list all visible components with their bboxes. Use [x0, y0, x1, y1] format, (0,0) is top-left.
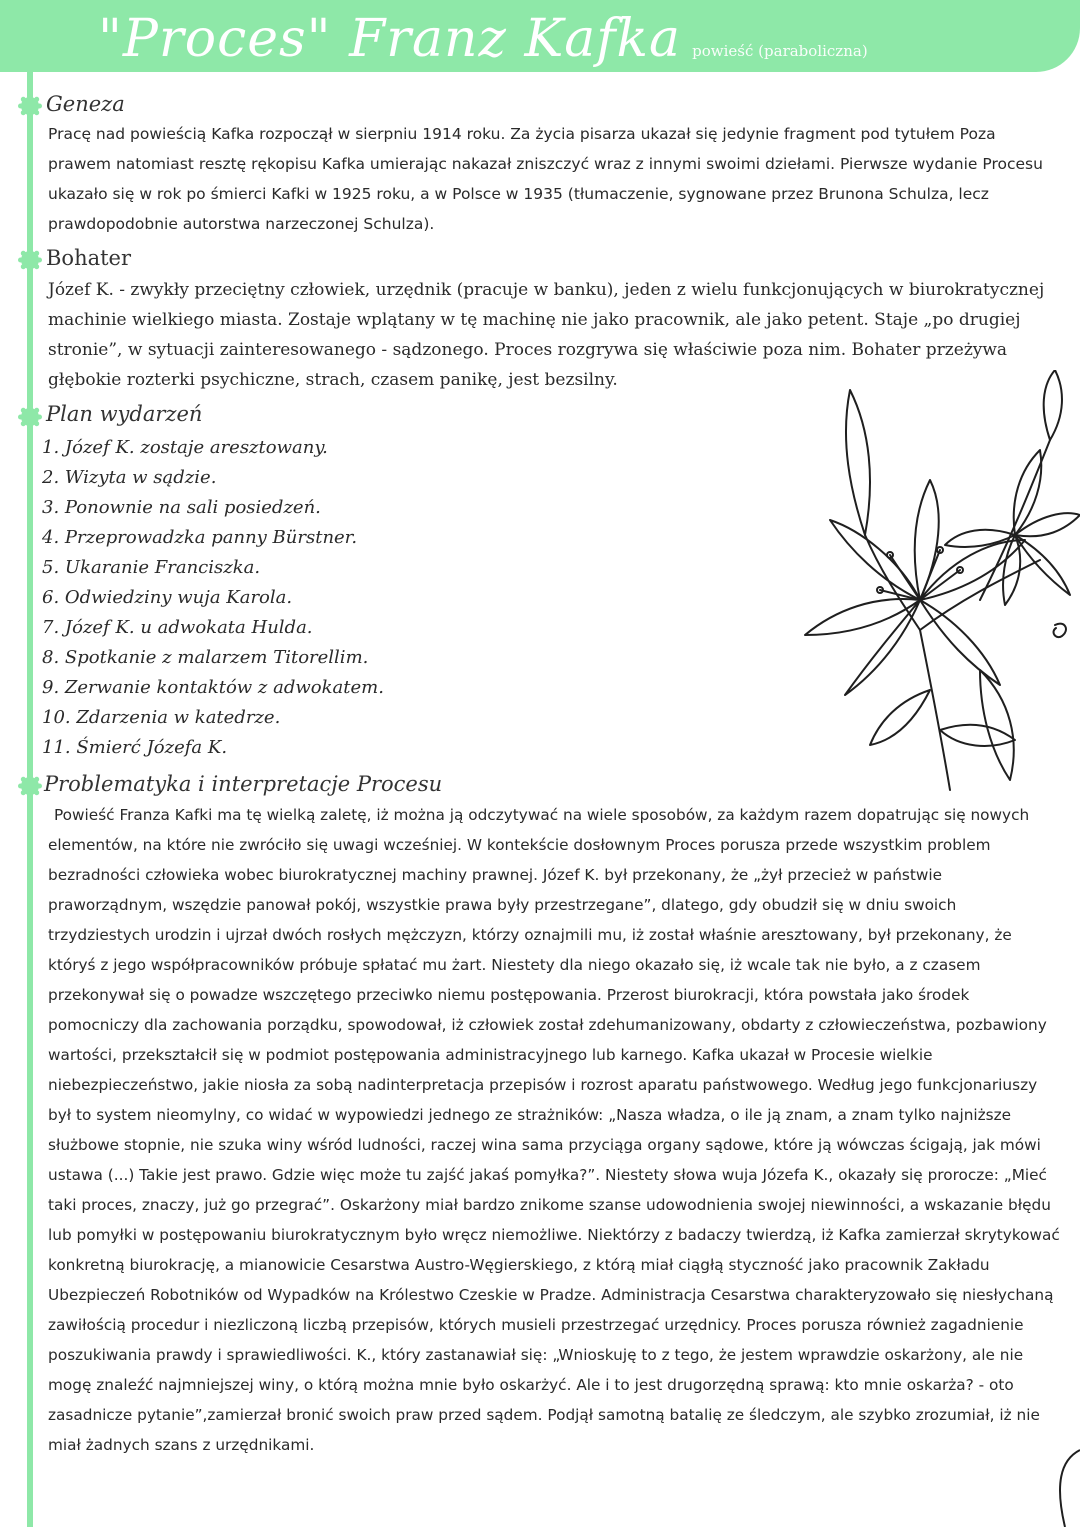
section-title-plan: Plan wydarzeń	[46, 402, 203, 426]
flower-bullet-icon	[18, 774, 42, 798]
problematyka-text: Powieść Franza Kafki ma tę wielką zaletę, iż można ją odczytywać na wiele sposobów, za każdym razem dopatrując się nowych elementów, na które nie zwróciło się uwagi wcześniej. W kontekście dosłownym Proces porusza przede wszystkim problem bezradności człowieka wobec biurokratycznej machiny prawnej. Józef K. był przekonany, że „żył przecież w państwie praworządnym, wszędzie panował pokój, wszystkie prawa były przestrzegane”, dlatego, gdy obudził się w dniu swoich trzydziestych urodzin i ujrzał dwóch rosłych mężczyzn, którzy oznajmili mu, iż został właśnie aresztowany, był przekonany, że któryś z jego współpracowników próbuje spłatać mu żart. Niestety dla niego okazało się, iż wcale tak nie było, a z czasem przekonywał się o powadze wszczętego przeciwko niemu postępowania. Przerost biurokracji, która powstała jako środek pomocniczy dla zachowania porządku, spowodował, iż człowiek został zdehumanizowany, obdarty z człowieczeństwa, pozbawiony wartości, przekształcił się w podmiot postępowania administracyjnego lub karnego. Kafka ukazał w Procesie wielkie niebezpieczeństwo, jakie niosła za sobą nadinterpretacja przepisów i rozrost aparatu państwowego. Według jego funkcjonariuszy był to system nieomylny, co widać w wypowiedzi jednego ze strażników: „Nasza władza, o ile ją znam, a znam tylko najniższe służbowe stopnie, nie szuka winy wśród ludności, raczej wina sama przyciąga organy sądowe, które ją wówczas ścigają, jak mówi ustawa (...) Takie jest prawo. Gdzie więc może tu zajść jakaś pomyłka?”. Niestety słowa wuja Józefa K., okazały się prorocze: „Mieć taki proces, znaczy, już go przegrać”. Oskarżony miał bardzo znikome szanse udowodnienia swojej niewinności, a wskazanie błędu lub pomyłki w postępowaniu biurokratycznym było wręcz niemożliwe. Niektórzy z badaczy twierdzą, iż Kafka zamierzał skrytykować konkretną biurokrację, a mianowicie Cesarstwa Austro-Węgierskiego, z którą miał ciągłą styczność jako pracownik Zakładu Ubezpieczeń Robotników od Wypadków na Królestwo Czeskie w Pradze. Administracja Cesarstwa charakteryzowało się niesłychaną zawiłością procedur i niezliczoną liczbą przepisów, których musieli przestrzegać urzędnicy. Proces porusza również zagadnienie poszukiwania prawdy i sprawiedliwości. K., który zastanawiał się: „Wnioskuję to z tego, że jestem wprawdzie oskarżony, ale nie mogę znaleźć najmniejszej winy, o którą można mnie było oskarżyć. Ale i to jest drugorzędną sprawą: kto mnie oskarża? - oto zasadnicze pytanie”,zamierzał bronić swoich praw przed sądem. Podjął samotną batalię ze śledczym, ale szybko zrozumiał, iż nie miał żadnych szans z urzędnikami.	[48, 806, 1060, 1454]
section-title-bohater: Bohater	[46, 246, 132, 270]
plan-list	[42, 433, 384, 763]
section-title-geneza: Geneza	[46, 92, 125, 116]
timeline-line	[27, 70, 33, 1527]
plan-item: 9. Zerwanie kontaktów z adwokatem.	[42, 677, 384, 698]
plan-item: 5. Ukaranie Franciszka.	[42, 557, 261, 578]
plan-item: 2. Wizyta w sądzie.	[42, 467, 217, 488]
plan-item: 7. Józef K. u adwokata Hulda.	[42, 617, 313, 638]
flower-bullet-icon	[18, 405, 42, 429]
geneza-text: Pracę nad powieścią Kafka rozpoczął w sierpniu 1914 roku. Za życia pisarza ukazał się jedynie fragment pod tytułem Poza prawem natomiast resztę rękopisu Kafka umierając nakazał zniszczyć wraz z innymi swoimi dziełami. Pierwsze wydanie Procesu ukazało się w rok po śmierci Kafki w 1925 roku, a w Polsce w 1935 (tłumaczenie, sygnowane przez Brunona Schulza, lecz prawdopodobnie autorstwa narzeczonej Schulza).	[48, 125, 1043, 233]
page-title: "Proces" Franz Kafka	[98, 9, 682, 69]
flower-bullet-icon	[18, 248, 42, 272]
bohater-text: Józef K. - zwykły przeciętny człowiek, urzędnik (pracuje w banku), jeden z wielu funkcjonujących w biurokratycznej machinie wielkiego miasta. Zostaje wplątany w tę machinę nie jako pracownik, ale jako petent. Staje „po drugiej stronie”, w sytuacji zainteresowanego - sądzonego. Proces rozgrywa się właściwie poza nim. Bohater przeżywa głębokie rozterki psychiczne, strach, czasem panikę, jest bezsilny.	[48, 280, 1045, 390]
plan-item: 11. Śmierć Józefa K.	[42, 737, 228, 758]
title-block	[98, 6, 868, 72]
plan-item: 8. Spotkanie z malarzem Titorellim.	[42, 647, 369, 668]
page-subtitle: powieść (paraboliczna)	[692, 42, 868, 60]
flower-bullet-icon	[18, 94, 42, 118]
plan-item: 1. Józef K. zostaje aresztowany.	[42, 437, 328, 458]
plan-item: 6. Odwiedziny wuja Karola.	[42, 587, 293, 608]
lily-flowers-illustration-icon	[780, 370, 1080, 800]
section-title-problematyka: Problematyka i interpretacje Procesu	[44, 772, 443, 796]
plan-item: 10. Zdarzenia w katedrze.	[42, 707, 281, 728]
plan-item: 3. Ponownie na sali posiedzeń.	[42, 497, 321, 518]
plan-item: 4. Przeprowadzka panny Bürstner.	[42, 527, 358, 548]
corner-flower-icon	[1040, 1440, 1080, 1527]
